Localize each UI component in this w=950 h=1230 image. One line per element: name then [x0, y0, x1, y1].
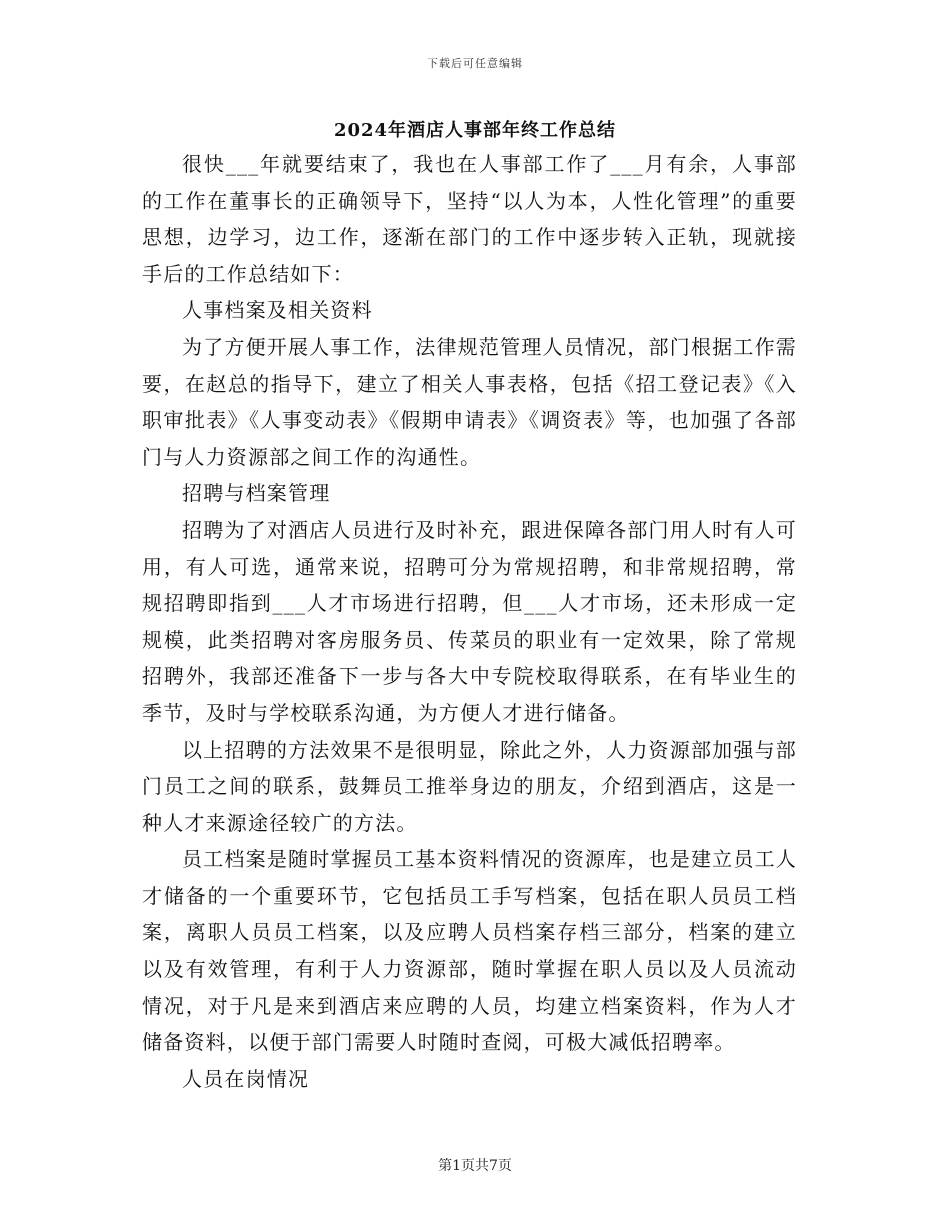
document-title: 2024年酒店人事部年终工作总结 [333, 120, 617, 141]
section-heading-recruitment: 招聘与档案管理 [182, 481, 331, 506]
paragraph-forms: 为了方便开展人事工作，法律规范管理人员情况，部门根据工作需要，在赵总的指导下，建立了相关人事表格，包括《招工登记表》《入职审批表》《人事变动表》《假期申请表》《调资表》等，也加强了各部门与人力资源部之间工作的沟通性。 [142, 334, 797, 469]
section-heading-staffing: 人员在岗情况 [182, 1066, 310, 1091]
paragraph-intro: 很快___年就要结束了，我也在人事部工作了___月有余，人事部的工作在董事长的正确领导下，坚持“以人为本，人性化管理”的重要思想，边学习，边工作，逐渐在部门的工作中逐步转入正轨，现就接手后的工作总结如下： [142, 152, 797, 286]
header-note: 下载后可任意编辑 [427, 57, 523, 70]
document-body [142, 146, 797, 1097]
page-footer: 第1页共7页 [438, 1158, 512, 1174]
paragraph-employee-files: 员工档案是随时掌握员工基本资料情况的资源库，也是建立员工人才储备的一个重要环节，它包括员工手写档案，包括在职人员员工档案，离职人员员工档案，以及应聘人员档案存档三部分，档案的建立以及有效管理，有利于人力资源部，随时掌握在职人员以及人员流动情况，对于凡是来到酒店来应聘的人员，均建立档案资料，作为人才储备资料，以便于部门需要人时随时查阅，可极大减低招聘率。 [142, 847, 797, 1055]
section-heading-personnel-files: 人事档案及相关资料 [182, 298, 373, 323]
paragraph-recruitment: 招聘为了对酒店人员进行及时补充，跟进保障各部门用人时有人可用，有人可选，通常来说，招聘可分为常规招聘，和非常规招聘，常规招聘即指到___人才市场进行招聘，但___人才市场，还未形成一定规模，此类招聘对客房服务员、传菜员的职业有一定效果，除了常规招聘外，我部还准备下一步与各大中专院校取得联系，在有毕业生的季节，及时与学校联系沟通，为方便人才进行储备。 [142, 517, 797, 725]
paragraph-referral: 以上招聘的方法效果不是很明显，除此之外，人力资源部加强与部门员工之间的联系，鼓舞员工推举身边的朋友，介绍到酒店，这是一种人才来源途径较广的方法。 [142, 737, 797, 835]
